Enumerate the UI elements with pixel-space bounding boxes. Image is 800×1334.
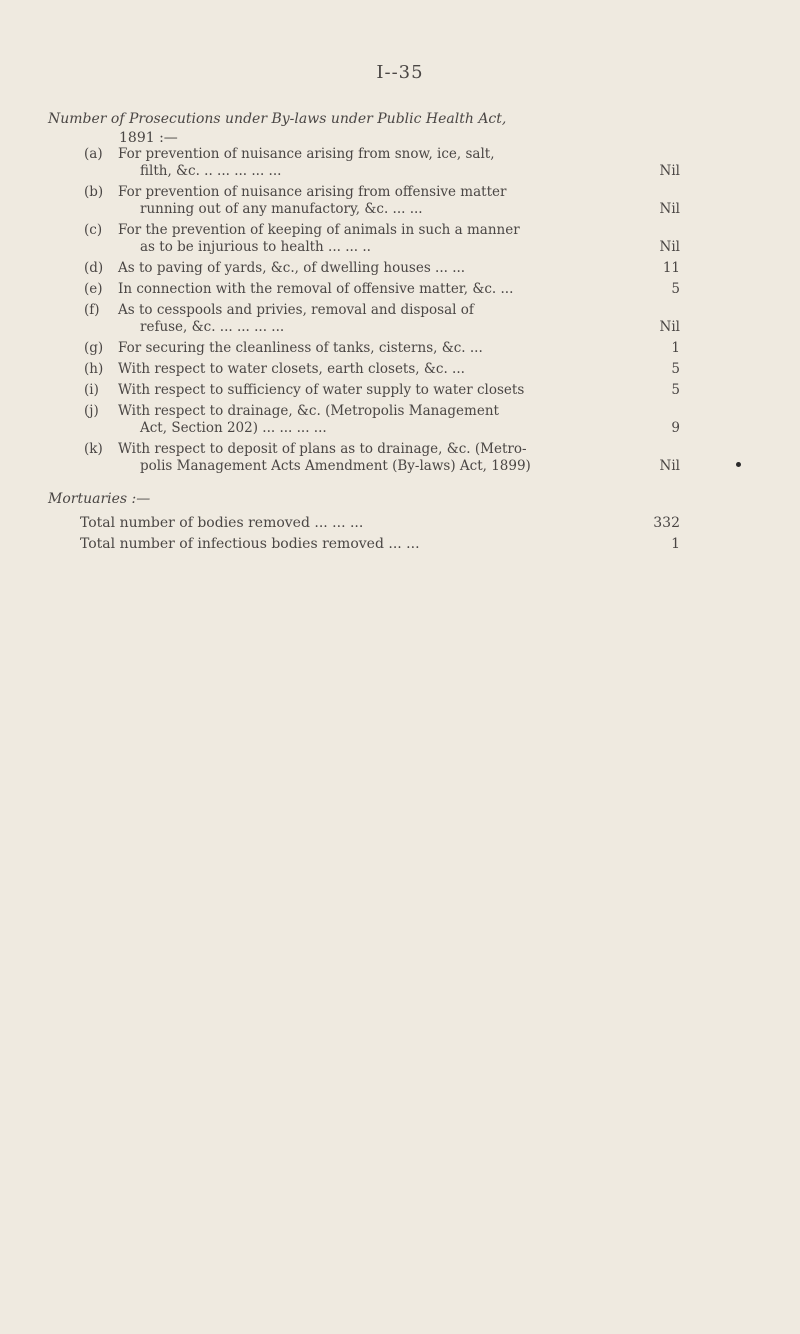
mortuaries-label: Total number of bodies removed ... ... ... [80,515,364,531]
item-text-line: For prevention of nuisance arising from offensive matter [118,184,507,200]
item-value: Nil [659,319,680,335]
item-letter: (d) [84,260,104,276]
item-text-line: For prevention of nuisance arising from snow, ice, salt, [118,146,495,162]
ink-speck [736,462,741,467]
item-value: 11 [662,260,680,276]
item-letter: (g) [84,340,104,356]
item-letter: (f) [84,302,100,318]
item-text-line: As to paving of yards, &c., of dwelling houses ... ... [118,260,466,276]
item-text [118,302,602,336]
item-letter: (h) [84,361,104,377]
item-text [118,222,602,256]
item-text-line: polis Management Acts Amendment (By-laws) Act, 1899) [140,458,531,474]
prosecution-item [0,222,800,256]
item-letter: (k) [84,441,103,457]
item-text [118,403,602,437]
item-value: 9 [671,420,680,436]
item-letter: (c) [84,222,103,238]
item-value: 1 [671,340,680,356]
prosecution-item [0,146,800,180]
mortuaries-value: 1 [671,536,680,552]
item-text-line: With respect to sufficiency of water supply to water closets [118,382,525,398]
item-value: 5 [671,281,680,297]
item-text-line: With respect to deposit of plans as to drainage, &c. (Metro- [118,441,527,457]
prosecution-item [0,302,800,336]
item-text [118,184,602,218]
section-title-continuation: 1891 :— [119,130,178,146]
item-value: 5 [671,361,680,377]
item-letter: (i) [84,382,99,398]
prosecution-item [0,361,800,378]
item-text-line: For the prevention of keeping of animals in such a manner [118,222,520,238]
item-value: Nil [659,201,680,217]
item-letter: (e) [84,281,103,297]
item-text-line: With respect to water closets, earth closets, &c. ... [118,361,465,377]
item-text-line: as to be injurious to health ... ... .. [140,239,371,255]
item-letter: (a) [84,146,103,162]
prosecution-item [0,184,800,218]
prosecution-item [0,403,800,437]
item-value: 5 [671,382,680,398]
item-value: Nil [659,458,680,474]
item-text-line: For securing the cleanliness of tanks, cisterns, &c. ... [118,340,483,356]
item-text-line: As to cesspools and privies, removal and disposal of [118,302,474,318]
item-text [118,441,602,475]
section-title-text: Number of Prosecutions under By-laws under Public Health Act, [48,111,507,127]
item-text [118,281,602,298]
item-letter: (j) [84,403,99,419]
item-letter: (b) [84,184,104,200]
section-title [48,110,506,148]
page-number: I--35 [376,62,424,83]
item-value: Nil [659,163,680,179]
prosecution-item [0,382,800,399]
item-text-line: running out of any manufactory, &c. ... ... [140,201,423,217]
item-text-line: In connection with the removal of offensive matter, &c. ... [118,281,514,297]
item-text-line: With respect to drainage, &c. (Metropolis Management [118,403,499,419]
item-text [118,361,602,378]
mortuaries-title: Mortuaries :— [48,491,151,507]
item-text-line: Act, Section 202) ... ... ... ... [140,420,327,436]
mortuaries-label: Total number of infectious bodies removed ... ... [80,536,420,552]
item-value: Nil [659,239,680,255]
item-text-line: filth, &c. .. ... ... ... ... [140,163,282,179]
item-text [118,340,602,357]
prosecution-item [0,281,800,298]
item-text [118,146,602,180]
item-text [118,260,602,277]
mortuaries-value: 332 [653,515,680,531]
prosecution-item [0,441,800,475]
prosecution-item [0,260,800,277]
prosecution-item [0,340,800,357]
item-text-line: refuse, &c. ... ... ... ... [140,319,285,335]
item-text [118,382,602,399]
prosecutions-list [0,146,800,479]
